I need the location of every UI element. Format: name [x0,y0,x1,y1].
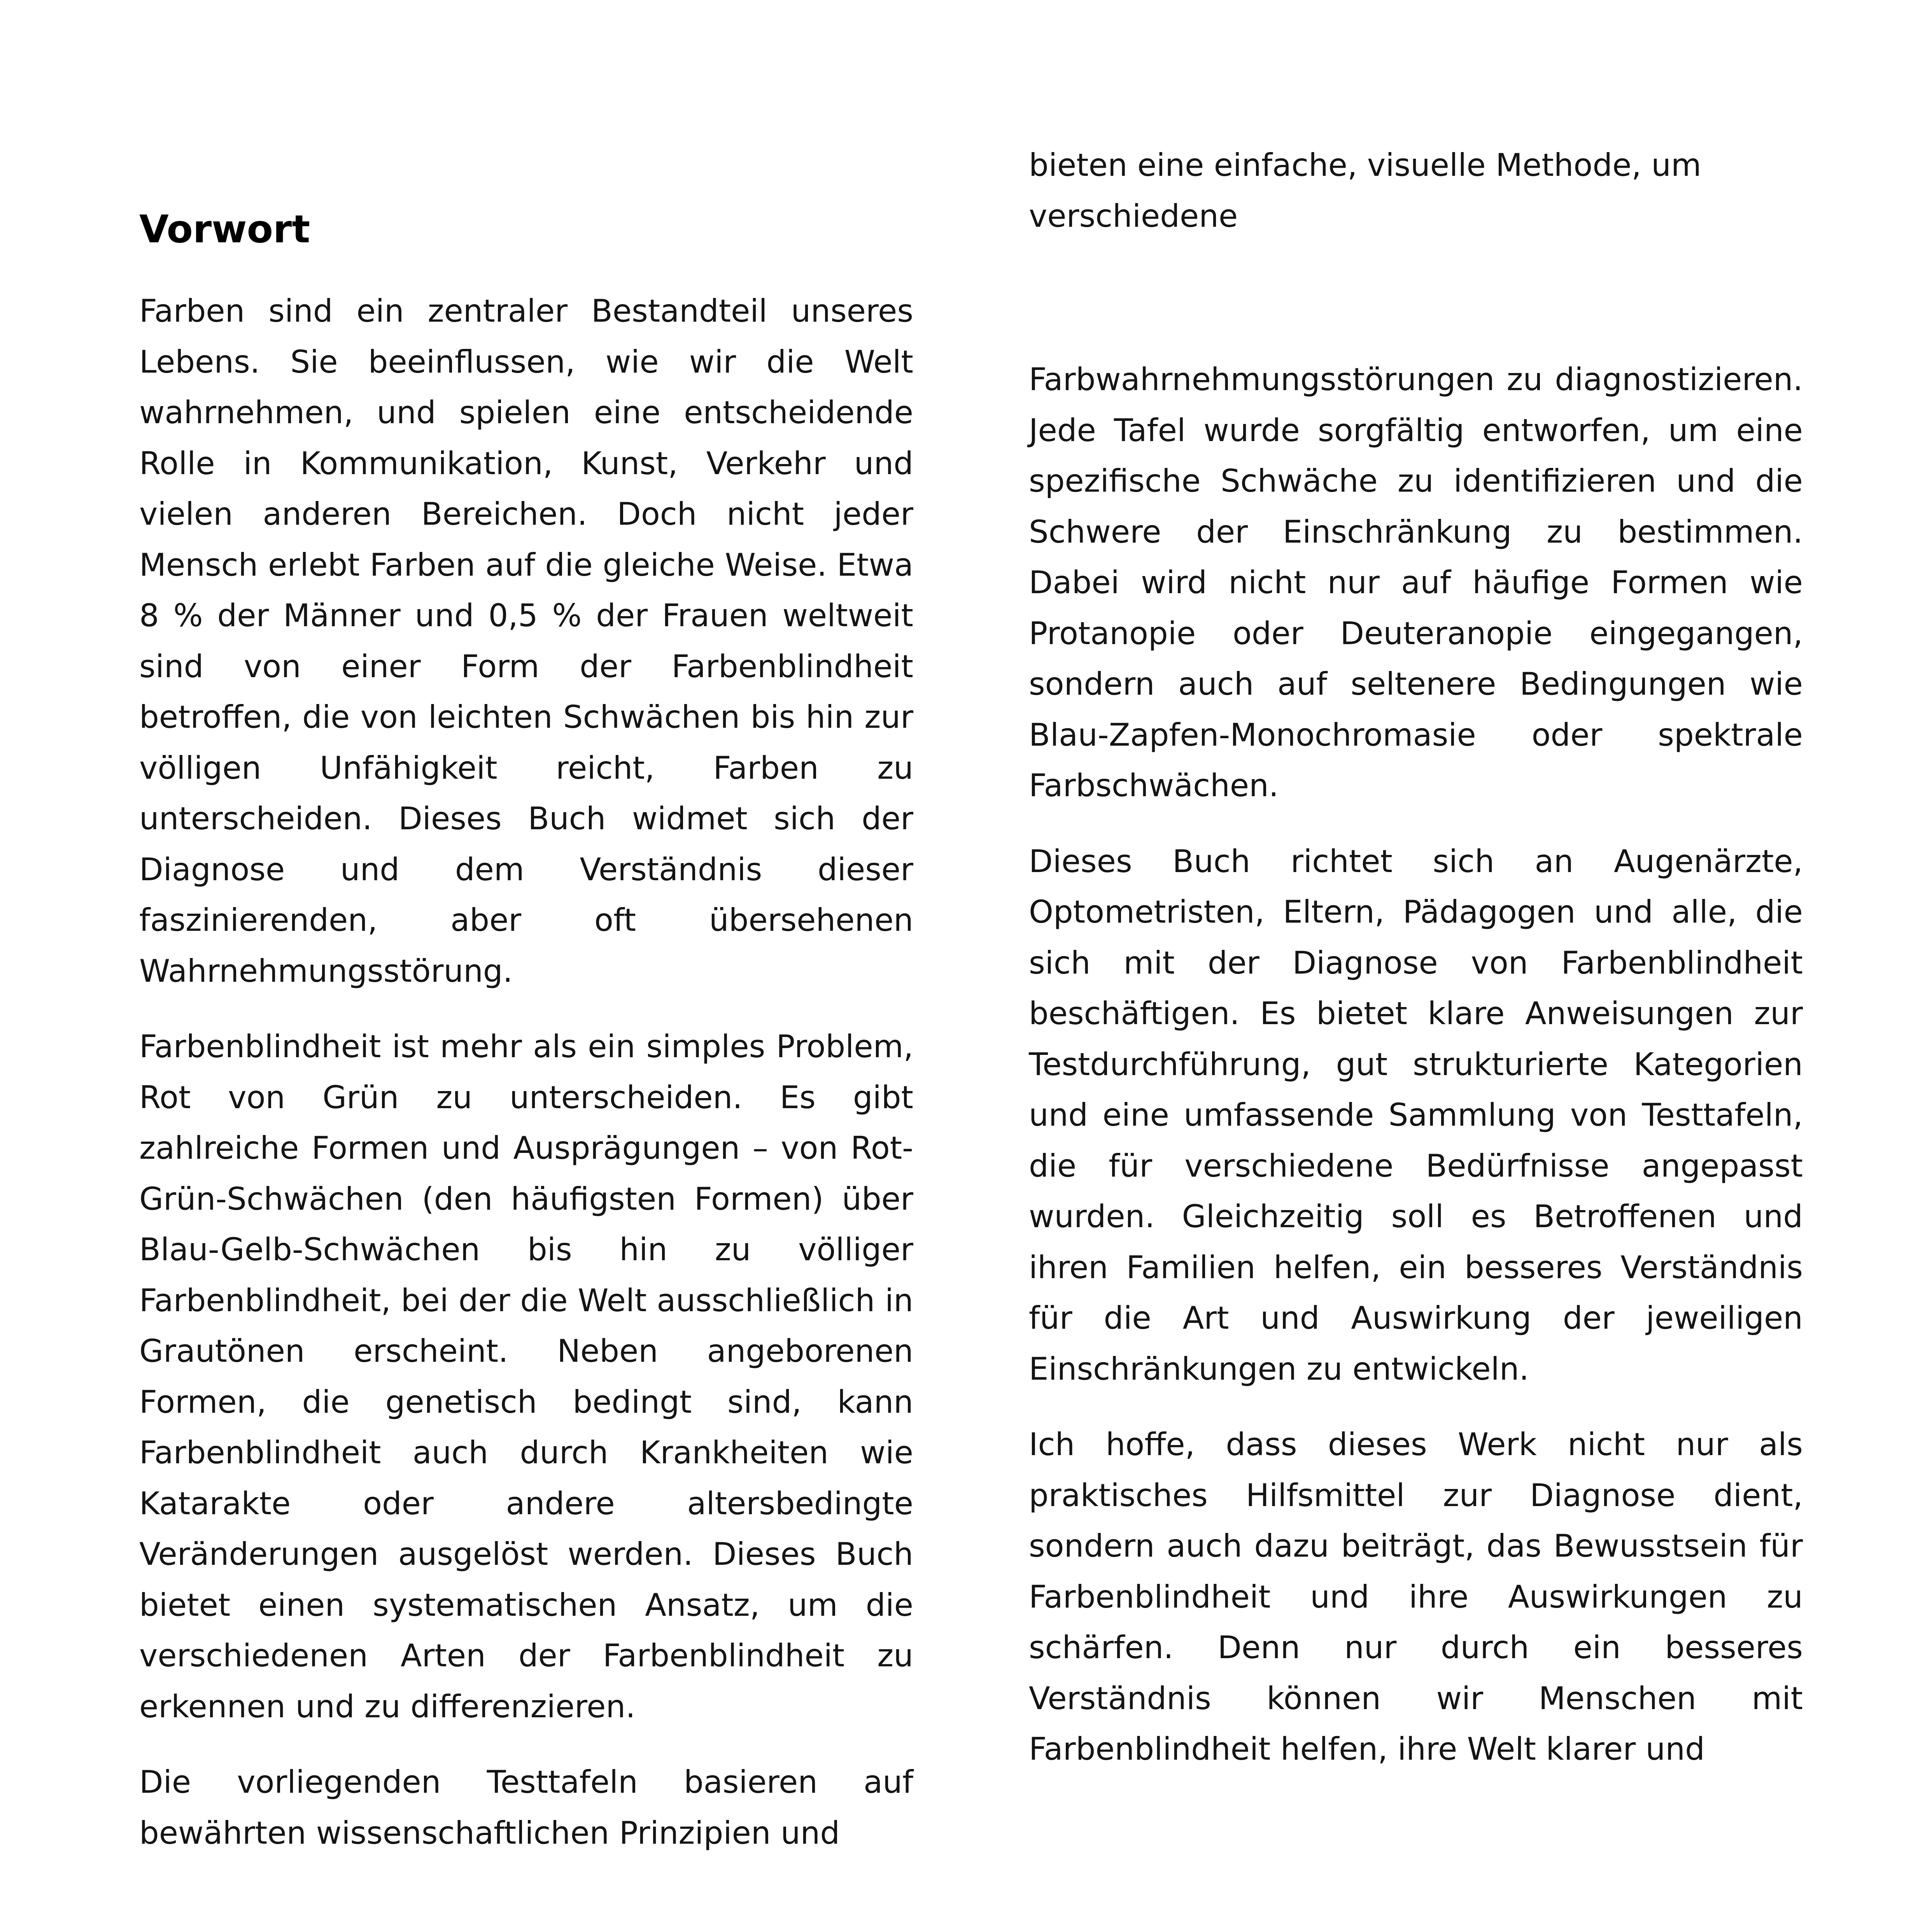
paragraph-intro: Farben sind ein zentraler Bestandteil unseres Lebens. Sie beeinflussen, wie wir die Welt wahrnehmen, und spielen eine entscheidende Rolle in Kommunikation, Kunst, Verkehr und vielen anderen Bereichen. Doch nicht jeder Mensch erlebt Farben auf die gleiche Weise. Etwa 8 % der Männer und 0,5 % der Frauen weltweit sind von einer Form der Farbenblindheit betroffen, die von leichten Schwächen bis hin zur völligen Unfähigkeit reicht, Farben zu unterscheiden. Dieses Buch widmet sich der Diagnose und dem Verständnis dieser faszinierenden, aber oft übersehenen Wahrnehmungsstörung. [139,293,913,989]
left-column [139,196,913,1883]
paragraph-hope: Ich hoffe, dass dieses Werk nicht nur als praktisches Hilfsmittel zur Diagnose dient, sondern auch dazu beiträgt, das Bewusstsein für Farbenblindheit und ihre Auswirkungen zu schärfen. Denn nur durch ein besseres Verständnis können wir Menschen mit Farbenblindheit helfen, ihre Welt klarer und [1029,1426,1803,1767]
paragraph-diagnosis: Farbwahrnehmungsstörungen zu diagnostizieren. Jede Tafel wurde sorgfältig entworfen, um eine spezifische Schwäche zu identifizieren und die Schwere der Einschränkung zu bestimmen. Dabei wird nicht nur auf häufige Formen wie Protanopie oder Deuteranopie eingegangen, sondern auch auf seltenere Bedingungen wie Blau-Zapfen-Monochromasie oder spektrale Farbschwächen. [1029,361,1803,804]
right-column [1029,140,1803,1800]
paragraph-test-plates-continued: bieten eine einfache, visuelle Methode, um verschiedene [1029,147,1701,234]
paragraph-test-plates-start: Die vorliegenden Testtafeln basieren auf bewährten wissenschaftlichen Prinzipien und [139,1764,913,1851]
page-title: Vorwort [139,207,310,252]
paragraph-forms: Farbenblindheit ist mehr als ein simples Problem, Rot von Grün zu unterscheiden. Es gibt zahlreiche Formen und Ausprägungen – von Rot-Grün-Schwächen (den häufigsten Formen) über Blau-Gelb-Schwächen bis hin zu völliger Farbenblindheit, bei der die Welt ausschließlich in Grautönen erscheint. Neben angeborenen Formen, die genetisch bedingt sind, kann Farbenblindheit auch durch Krankheiten wie Katarakte oder andere altersbedingte Veränderungen ausgelöst werden. Dieses Buch bietet einen systematischen Ansatz, um die verschiedenen Arten der Farbenblindheit zu erkennen und zu differenzieren. [139,1028,913,1725]
paragraph-audience: Dieses Buch richtet sich an Augenärzte, Optometristen, Eltern, Pädagogen und alle, die sich mit der Diagnose von Farbenblindheit beschäftigen. Es bietet klare Anweisungen zur Testdurchführung, gut strukturierte Kategorien und eine umfassende Sammlung von Testtafeln, die für verschiedene Bedürfnisse angepasst wurden. Gleichzeitig soll es Betroffenen und ihren Familien helfen, ein besseres Verständnis für die Art und Auswirkung der jeweiligen Einschränkungen zu entwickeln. [1029,843,1803,1387]
